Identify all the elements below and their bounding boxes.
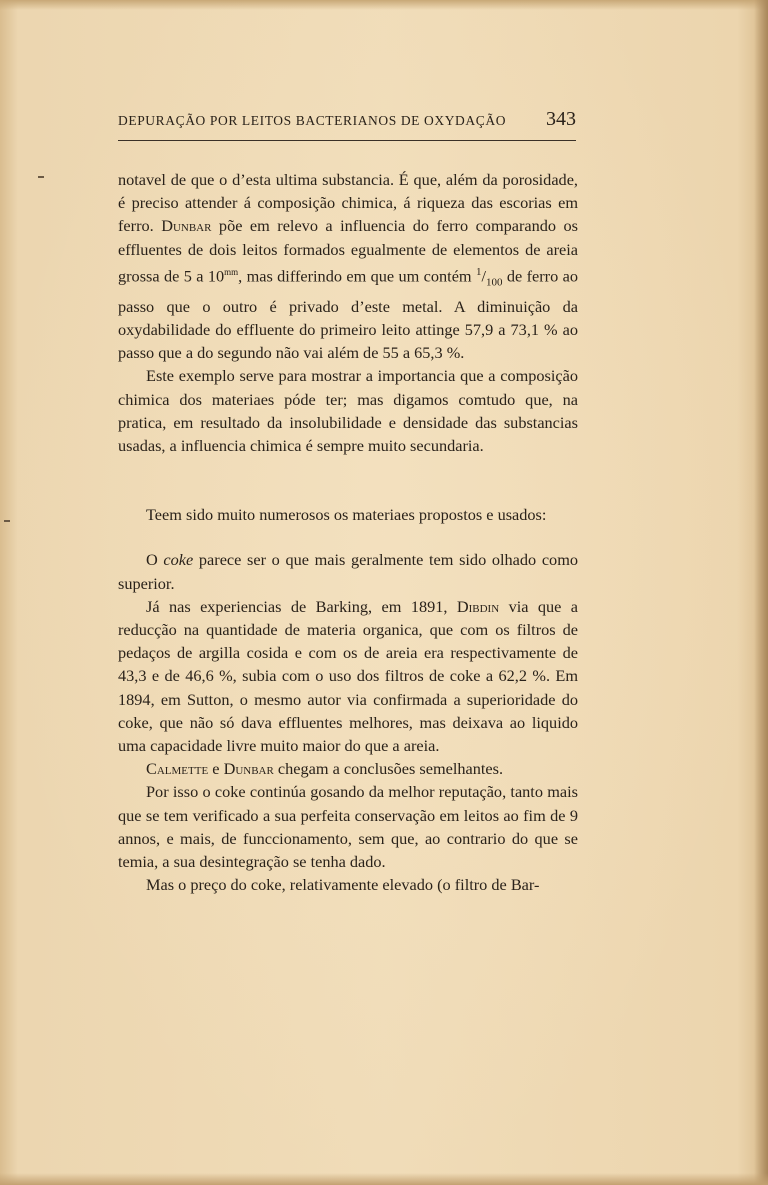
text-run: de ferro ao passo que o outro é privado d’este metal. A diminuição da oxydabilidade do effluente do primeiro leito attinge 57,9 a 73,1 <box>118 266 578 339</box>
page-edge-top <box>0 0 768 10</box>
text-run: via que a reducção na quantidade de materia organica, que com os filtros de pedaços de argilla cosida e com os de areia era respectivamente de 43,3 e de 46,6 <box>118 596 579 686</box>
percent-sign: % <box>544 319 558 339</box>
paragraph: Por isso o coke continúa gosando da melhor reputação, tanto mais que se tem verificado a sua perfeita conservação em leitos ao fim de 9 annos, e mais, de funccionamento, sem que, ao contrario do que se temia, a sua desintegração se tenha dado. <box>118 782 578 871</box>
body-text <box>118 168 578 896</box>
paragraph <box>118 548 578 594</box>
paragraph <box>118 757 578 780</box>
margin-mark <box>4 520 10 522</box>
percent-sign: % <box>532 666 546 686</box>
text-run: ao passo que a do segundo não vai além de 55 a 65,3 <box>118 319 578 363</box>
text-run: , mas differindo em que um contém <box>238 266 476 286</box>
text-run: notavel de que o d’esta ultima substancia. É que, além da porosidade, é preciso attender á composição chimica, á riqueza das escorias em ferro. <box>118 170 578 236</box>
margin-mark <box>38 176 44 178</box>
fraction-slash: / <box>481 266 486 286</box>
page-edge-right <box>754 0 768 1185</box>
page-edge-bottom <box>0 1173 768 1185</box>
section-gap <box>118 457 578 503</box>
text-run: Já nas experiencias de Barking, em 1891, <box>146 596 457 616</box>
text-run: e <box>208 759 224 779</box>
page-number: 343 <box>546 108 576 130</box>
author-name: Dunbar <box>161 216 212 236</box>
fraction-numerator: 1 <box>475 265 482 278</box>
text-run: , subia com o uso dos filtros de coke a 62,2 <box>232 666 533 686</box>
running-head: DEPURAÇÃO POR LEITOS BACTERIANOS DE OXYDAÇÃO <box>118 113 507 128</box>
paragraph: Teem sido muito numerosos os materiaes propostos e usados: <box>146 505 547 525</box>
paragraph <box>118 595 578 757</box>
unit-superscript: mm <box>224 266 239 277</box>
section-gap <box>118 526 578 548</box>
text-run: chegam a conclusões semelhantes. <box>273 759 504 779</box>
author-name: Calmette <box>146 759 209 779</box>
header-rule <box>118 140 576 141</box>
paragraph: Este exemplo serve para mostrar a importancia que a composição chimica dos materiaes póde ter; mas digamos comtudo que, na pratica, em resultado da insolubilidade e densidade das substancias usadas, a influencia chimica é sempre muito secundaria. <box>118 366 578 455</box>
paragraph <box>118 168 578 364</box>
text-run: . Em 1894, em Sutton, o mesmo autor via confirmada a superioridade do coke, que não só dava effluentes melhores, mas deixava ao liquido uma capacidade livre muito maior do que a areia. <box>118 666 579 755</box>
page-header <box>118 108 576 138</box>
paragraph: Mas o preço do coke, relativamente elevado (o filtro de Bar- <box>146 875 540 895</box>
author-name: Dunbar <box>223 759 274 779</box>
text-run: . <box>460 343 465 363</box>
percent-sign: % <box>219 666 233 686</box>
text-run: parece ser o que mais geralmente tem sido olhado como superior. <box>118 550 578 593</box>
text-run: O <box>146 550 164 570</box>
fraction-denominator: 100 <box>486 276 503 289</box>
author-name: Dibdin <box>456 596 500 616</box>
italic-term: coke <box>163 550 194 570</box>
text-run: põe em relevo a influencia do ferro comparando os effluentes de dois leitos formados egualmente de elementos de areia grossa de 5 a 10 <box>118 216 578 286</box>
percent-sign: % <box>446 343 461 363</box>
